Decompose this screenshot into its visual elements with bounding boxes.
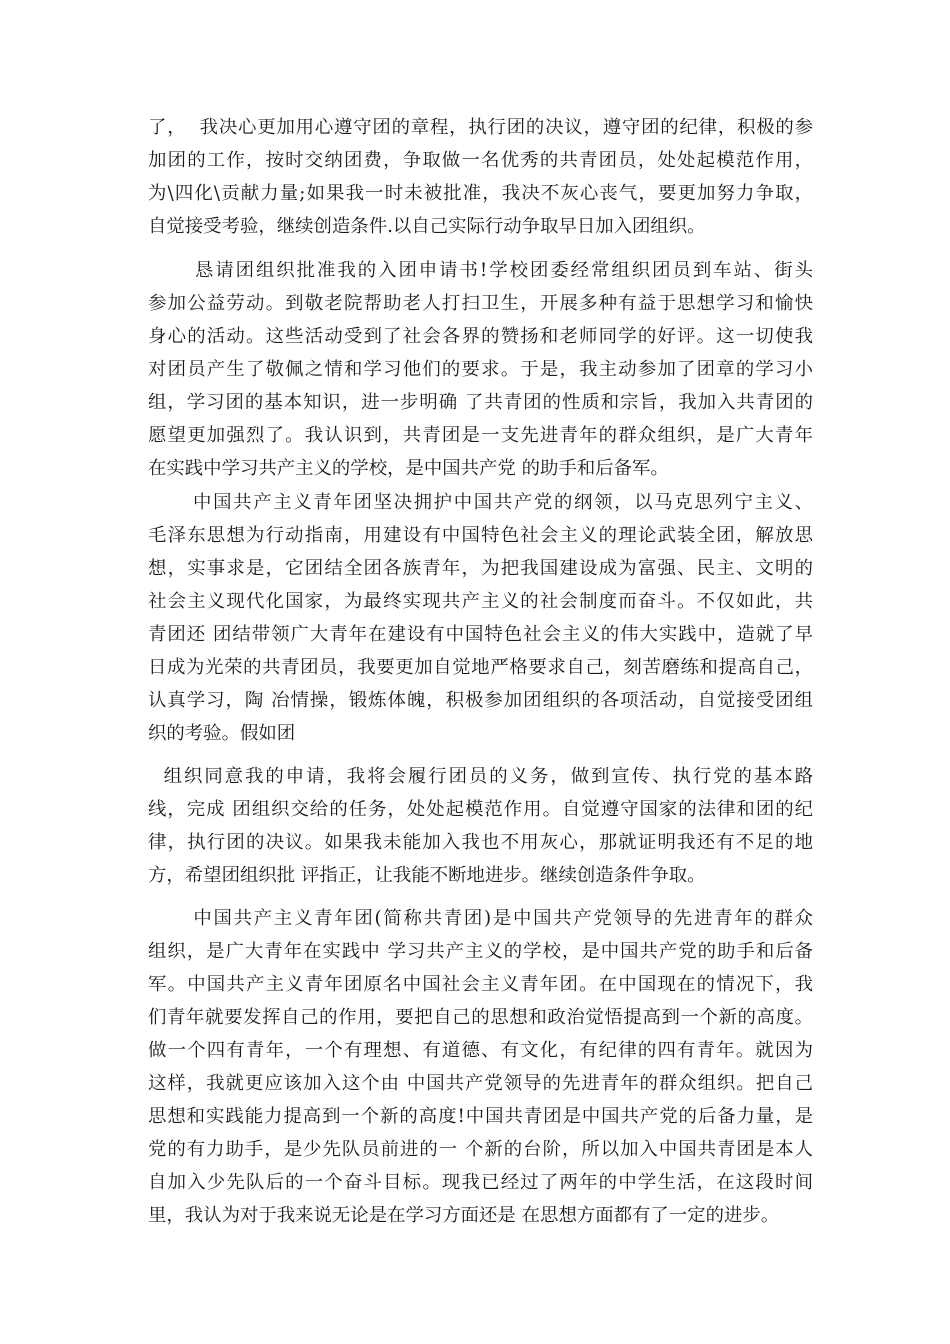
paragraph-line: 认真学习，陶 冶情操，锻炼体魄，积极参加团组织的各项活动，自觉接受团组 xyxy=(148,690,813,711)
paragraph-line: 党的有力助手，是少先队员前进的一 个新的台阶，所以加入中国共青团是本人 xyxy=(148,1139,813,1160)
paragraph-line: 了， 我决心更加用心遵守团的章程，执行团的决议，遵守团的纪律，积极的参 xyxy=(148,117,813,138)
paragraph-1 xyxy=(148,111,813,243)
paragraph-line: 为\四化\贡献力量;如果我一时未被批准，我决不灰心丧气，要更加努力争取， xyxy=(148,183,813,204)
paragraph-4 xyxy=(148,760,813,892)
paragraph-line: 在实践中学习共产主义的学校，是中国共产党 的助手和后备军。 xyxy=(148,458,669,479)
paragraph-line: 方，希望团组织批 评指正，让我能不断地进步。继续创造条件争取。 xyxy=(148,865,706,886)
paragraph-line: 自加入少先队后的一个奋斗目标。现我已经过了两年的中学生活，在这段时间 xyxy=(148,1172,813,1193)
paragraph-line: 参加公益劳动。到敬老院帮助老人打扫卫生，开展多种有益于思想学习和愉快 xyxy=(148,293,813,314)
paragraph-5 xyxy=(148,902,813,1232)
paragraph-line: 做一个四有青年，一个有理想、有道德、有文化，有纪律的四有青年。就因为 xyxy=(148,1040,813,1061)
paragraph-line: 这样，我就更应该加入这个由 中国共产党领导的先进青年的群众组织。把自己 xyxy=(148,1073,813,1094)
paragraph-line: 军。中国共产主义青年团原名中国社会主义青年团。在中国现在的情况下，我 xyxy=(148,974,813,995)
paragraph-line: 青团还 团结带领广大青年在建设有中国特色社会主义的伟大实践中，造就了早 xyxy=(148,624,813,645)
paragraph-line: 们青年就要发挥自己的作用，要把自己的思想和政治觉悟提高到一个新的高度。 xyxy=(148,1007,813,1028)
paragraph-line: 自觉接受考验，继续创造条件.以自己实际行动争取早日加入团组织。 xyxy=(148,216,706,237)
paragraph-2 xyxy=(148,254,813,485)
paragraph-line: 组，学习团的基本知识，进一步明确 了共青团的性质和宗旨，我加入共青团的 xyxy=(148,392,813,413)
paragraph-line: 愿望更加强烈了。我认识到，共青团是一支先进青年的群众组织，是广大青年 xyxy=(148,425,813,446)
paragraph-line: 加团的工作，按时交纳团费，争取做一名优秀的共青团员，处处起模范作用， xyxy=(148,150,813,171)
paragraph-line: 对团员产生了敬佩之情和学习他们的要求。于是，我主动参加了团章的学习小 xyxy=(148,359,813,380)
paragraph-line: 组织，是广大青年在实践中 学习共产主义的学校，是中国共产党的助手和后备 xyxy=(148,941,813,962)
paragraph-line: 中国共产主义青年团(简称共青团)是中国共产党领导的先进青年的群众 xyxy=(148,908,813,929)
paragraph-line: 律，执行团的决议。如果我未能加入我也不用灰心，那就证明我还有不足的地 xyxy=(148,832,813,853)
paragraph-line: 恳请团组织批准我的入团申请书!学校团委经常组织团员到车站、街头 xyxy=(148,260,813,281)
paragraph-3 xyxy=(148,486,813,750)
paragraph-line: 中国共产主义青年团坚决拥护中国共产党的纲领，以马克思列宁主义、 xyxy=(148,492,813,513)
paragraph-line: 日成为光荣的共青团员，我要更加自觉地严格要求自己，刻苦磨练和提高自己， xyxy=(148,657,813,678)
paragraph-line: 身心的活动。这些活动受到了社会各界的赞扬和老师同学的好评。这一切使我 xyxy=(148,326,813,347)
paragraph-line: 线，完成 团组织交给的任务，处处起模范作用。自觉遵守国家的法律和团的纪 xyxy=(148,799,813,820)
paragraph-line: 社会主义现代化国家，为最终实现共产主义的社会制度而奋斗。不仅如此，共 xyxy=(148,591,813,612)
paragraph-line: 想，实事求是，它团结全团各族青年，为把我国建设成为富强、民主、文明的 xyxy=(148,558,813,579)
paragraph-line: 思想和实践能力提高到一个新的高度!中国共青团是中国共产党的后备力量，是 xyxy=(148,1106,813,1127)
paragraph-line: 里，我认为对于我来说无论是在学习方面还是 在思想方面都有了一定的进步。 xyxy=(148,1205,780,1226)
paragraph-line: 毛泽东思想为行动指南，用建设有中国特色社会主义的理论武装全团，解放思 xyxy=(148,525,813,546)
paragraph-line: 组织同意我的申请，我将会履行团员的义务，做到宣传、执行党的基本路 xyxy=(148,766,813,787)
paragraph-line: 织的考验。假如团 xyxy=(148,723,296,744)
